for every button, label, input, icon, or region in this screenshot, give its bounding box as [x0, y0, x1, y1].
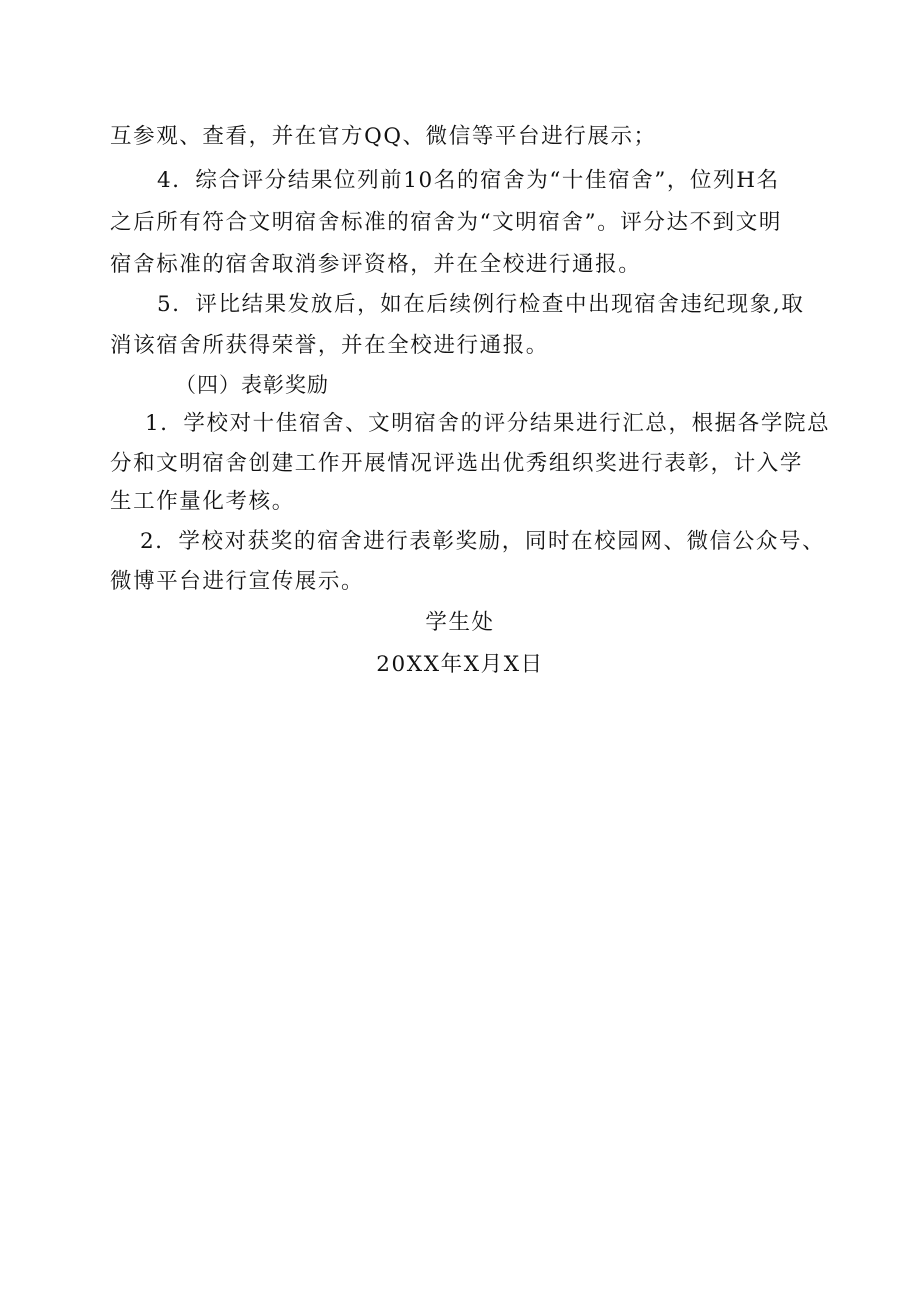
award-1-line-3: 生工作量化考核。	[110, 489, 295, 514]
item-5-line-2: 消该宿舍所获得荣誉，并在全校进行通报。	[110, 333, 549, 358]
award-1-line-2: 分和文明宿舍创建工作开展情况评选出优秀组织奖进行表彰，计入学	[110, 451, 804, 476]
signature: 学生处	[425, 610, 495, 635]
date: 20XX年X月X日	[376, 652, 544, 677]
section-heading: （四）表彰奖励	[175, 373, 329, 397]
item-5-line-1: 5．评比结果发放后，如在后续例行检查中出现宿舍违纪现象,取	[157, 292, 805, 317]
award-2-line-1: 2．学校对获奖的宿舍进行表彰奖励，同时在校园网、微信公众号、	[140, 529, 826, 554]
item-4-line-3: 宿舍标准的宿舍取消参评资格，并在全校进行通报。	[110, 252, 642, 277]
item-4-line-2: 之后所有符合文明宿舍标准的宿舍为“文明宿舍”。评分达不到文明	[110, 210, 782, 235]
award-1-line-1: 1．学校对十佳宿舍、文明宿舍的评分结果进行汇总，根据各学院总	[145, 411, 831, 436]
item-4-line-1: 4．综合评分结果位列前10名的宿舍为“十佳宿舍”，位列H名	[157, 168, 780, 193]
award-2-line-2: 微博平台进行宣传展示。	[110, 569, 365, 594]
paragraph-line-1: 互参观、查看，并在官方QQ、微信等平台进行展示；	[110, 124, 657, 149]
